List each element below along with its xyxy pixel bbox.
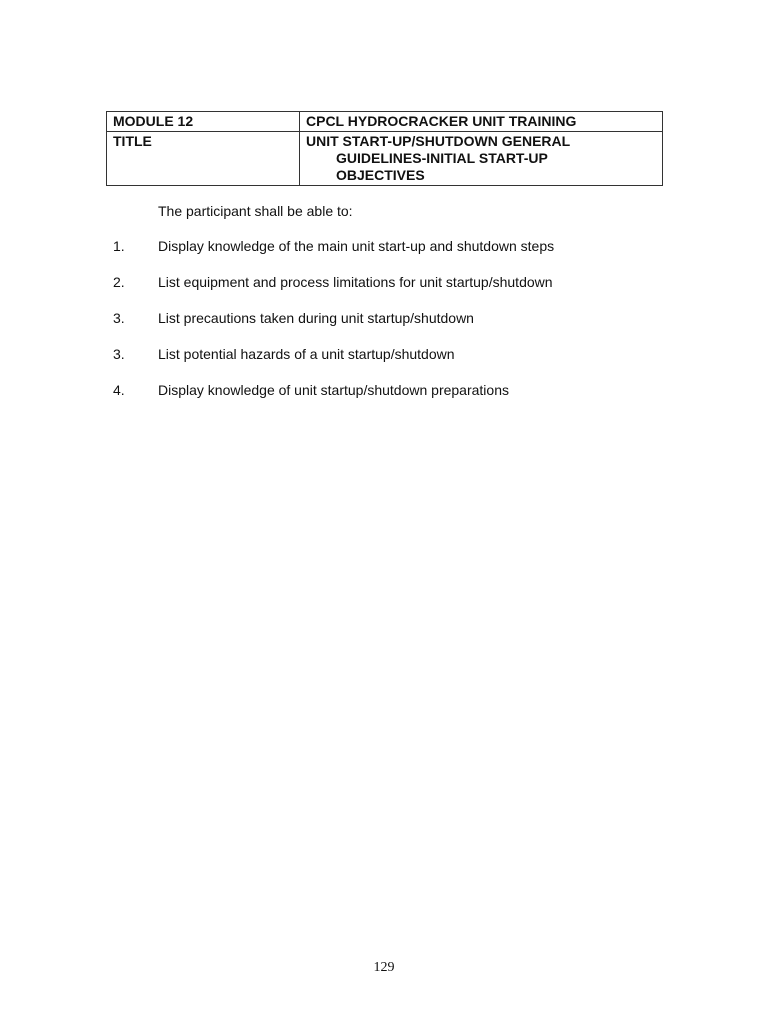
title-value <box>300 132 663 186</box>
module-value: CPCL HYDROCRACKER UNIT TRAINING <box>300 112 663 132</box>
list-item-text: List precautions taken during unit startup/shutdown <box>158 310 474 326</box>
title-line-1: UNIT START-UP/SHUTDOWN GENERAL <box>306 133 571 149</box>
list-item-text: List equipment and process limitations for unit startup/shutdown <box>158 274 553 290</box>
list-item-text: Display knowledge of the main unit start-up and shutdown steps <box>158 238 555 254</box>
intro-text: The participant shall be able to: <box>158 203 353 219</box>
module-row <box>107 112 663 132</box>
module-label: MODULE 12 <box>107 112 300 132</box>
title-line-3: OBJECTIVES <box>336 167 425 183</box>
list-item-text: List potential hazards of a unit startup/shutdown <box>158 346 455 362</box>
list-item-number: 3. <box>113 346 125 362</box>
title-row <box>107 132 663 186</box>
title-line-2: GUIDELINES-INITIAL START-UP <box>336 150 548 166</box>
page-number: 129 <box>373 960 395 975</box>
list-item-number: 4. <box>113 382 125 398</box>
list-item-text: Display knowledge of unit startup/shutdown preparations <box>158 382 509 398</box>
list-item-number: 3. <box>113 310 125 326</box>
list-item-number: 1. <box>113 238 125 254</box>
module-header-table <box>106 111 663 186</box>
list-item-number: 2. <box>113 274 125 290</box>
title-label: TITLE <box>107 132 300 186</box>
